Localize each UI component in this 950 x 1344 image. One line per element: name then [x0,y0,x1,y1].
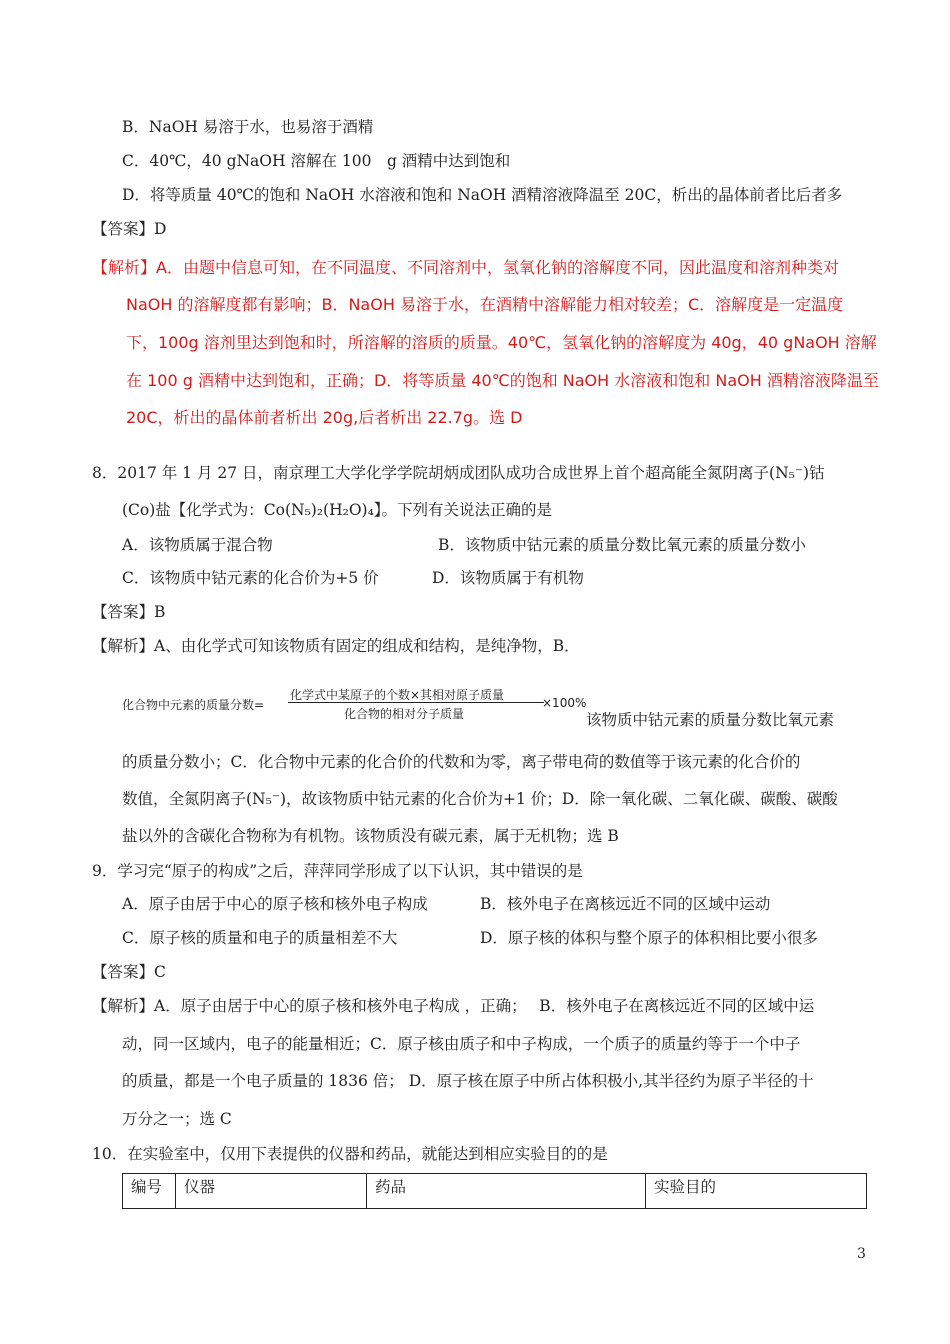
formula-denominator: 化合物的相对分子质量 [344,707,465,721]
header-reagents: 药品 [367,1174,646,1209]
q8-analysis-line-4: 盐以外的含碳化合物称为有机物。该物质没有碳元素，属于无机物；选 B [122,827,619,845]
q7-analysis-line-4: 在 100 g 酒精中达到饱和，正确；D．将等质量 40℃的饱和 NaOH 水溶液和饱和 NaOH 酒精溶液降温至 [126,371,879,390]
q9-analysis-line-1: 【解析】A．原子由居于中心的原子核和核外电子构成 ，正确； B．核外电子在离核远近不同的区域中运 [92,997,815,1015]
header-purpose: 实验目的 [646,1174,867,1209]
fraction-bar [288,702,544,703]
q7-option-d: D．将等质量 40℃的饱和 NaOH 水溶液和饱和 NaOH 酒精溶液降温至 20C，析出的晶体前者比后者多 [122,186,843,204]
formula-numerator: 化学式中某原子的个数×其相对原子质量 [290,688,505,702]
q9-option-a: A．原子由居于中心的原子核和核外电子构成 [122,895,428,913]
q8-analysis-line-1: 【解析】A、由化学式可知该物质有固定的组成和结构，是纯净物，B． [92,637,580,655]
q9-analysis-line-4: 万分之一；选 C [122,1110,232,1128]
header-number: 编号 [123,1174,176,1209]
q8-stem-line-2: (Co)盐【化学式为：Co(N₅)₂(H₂O)₄】。下列有关说法正确的是 [122,501,553,519]
q7-analysis-line-1: 【解析】A．由题中信息可知，在不同温度、不同溶剂中，氢氧化钠的溶解度不同，因此温度和溶剂种类对 [92,258,839,277]
q8-option-b: B．该物质中钴元素的质量分数比氧元素的质量分数小 [438,536,806,554]
q9-option-d: D．原子核的体积与整个原子的体积相比要小很多 [480,929,818,947]
table-header-row [123,1174,867,1209]
q8-after-formula: 该物质中钴元素的质量分数比氧元素 [586,711,835,729]
q9-option-c: C．原子核的质量和电子的质量相差不大 [122,929,398,947]
q7-answer: 【答案】D [92,220,167,238]
q9-option-b: B．核外电子在离核远近不同的区域中运动 [480,895,771,913]
q9-answer: 【答案】C [92,963,166,981]
page-number: 3 [857,1246,866,1262]
q9-stem: 9．学习完“原子的构成”之后，萍萍同学形成了以下认识，其中错误的是 [92,862,583,880]
formula-lhs: 化合物中元素的质量分数= [122,698,265,712]
q8-analysis-line-3: 数值，全氮阴离子(N₅⁻)，故该物质中钴元素的化合价为+1 价；D．除一氧化碳、二氧化碳、碳酸、碳酸 [122,790,838,808]
q8-answer: 【答案】B [92,603,166,621]
q9-analysis-line-2: 动，同一区域内，电子的能量相近；C．原子核由质子和中子构成，一个质子的质量约等于一个中子 [122,1035,801,1053]
header-instruments: 仪器 [176,1174,367,1209]
q8-option-a: A．该物质属于混合物 [122,536,273,554]
q7-analysis-line-2: NaOH 的溶解度都有影响；B．NaOH 易溶于水，在酒精中溶解能力相对较差；C．溶解度是一定温度 [126,295,844,314]
q7-option-c: C．40℃，40 gNaOH 溶解在 100 g 酒精中达到饱和 [122,152,511,170]
q8-stem-line-1: 8．2017 年 1 月 27 日，南京理工大学化学学院胡炳成团队成功合成世界上首个超高能全氮阴离子(N₅⁻)钴 [92,464,825,482]
q8-option-d: D．该物质属于有机物 [432,569,584,587]
q10-table [122,1173,867,1209]
q7-analysis-line-3: 下，100g 溶剂里达到饱和时，所溶解的溶质的质量。40℃，氢氧化钠的溶解度为 40g，40 gNaOH 溶解 [126,333,877,352]
q8-option-c: C．该物质中钴元素的化合价为+5 价 [122,569,379,587]
q10-stem: 10．在实验室中，仅用下表提供的仪器和药品，就能达到相应实验目的的是 [92,1145,608,1163]
q7-option-b: B．NaOH 易溶于水，也易溶于酒精 [122,118,374,136]
formula-factor: ×100% [542,696,587,710]
q7-analysis-line-5: 20C，析出的晶体前者析出 20g,后者析出 22.7g。选 D [126,408,523,427]
q9-analysis-line-3: 的质量，都是一个电子质量的 1836 倍； D．原子核在原子中所占体积极小,其半径约为原子半径的十 [122,1072,814,1090]
q8-analysis-line-2: 的质量分数小；C．化合物中元素的化合价的代数和为零，离子带电荷的数值等于该元素的化合价的 [122,753,801,771]
